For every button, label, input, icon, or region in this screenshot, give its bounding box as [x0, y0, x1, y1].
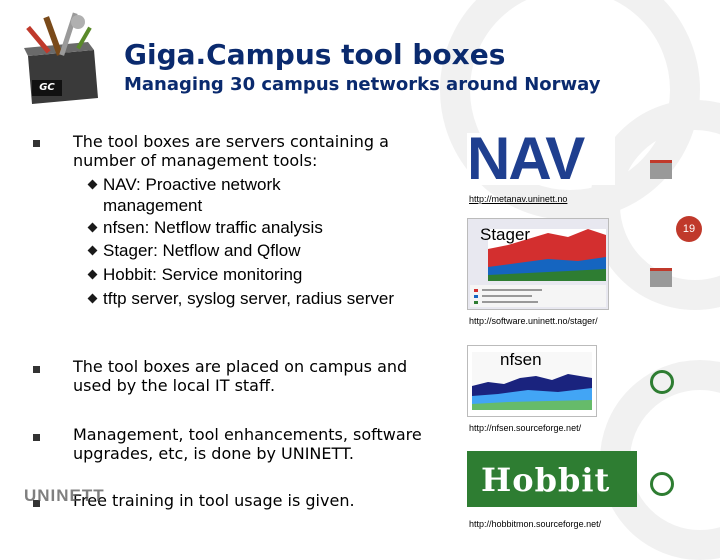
hobbit-logo: [467, 451, 637, 507]
sub-bullet-marker: [88, 223, 98, 233]
slide-title: Giga.Campus tool boxes: [124, 38, 506, 71]
sub-bullet-text: Hobbit: Service monitoring: [103, 265, 303, 284]
sub-bullet-text: nfsen: Netflow traffic analysis: [103, 218, 323, 237]
toolbox-small-icon[interactable]: [650, 268, 672, 287]
sub-bullet-marker: [88, 270, 98, 280]
stager-label: Stager: [480, 225, 531, 244]
bullet-text: Free training in tool usage is given.: [73, 491, 355, 510]
toolbox-small-icon[interactable]: [650, 160, 672, 179]
nfsen-screenshot: [467, 345, 597, 417]
hobbit-logo-text: Hobbit: [481, 461, 611, 499]
return-icon[interactable]: [650, 370, 674, 394]
bullet-text: The tool boxes are placed on campus and used by the local IT staff.: [73, 357, 408, 395]
sub-bullet-text: NAV: Proactive network management: [103, 175, 281, 215]
sub-bullet-marker: [88, 246, 98, 256]
sub-bullet-marker: [88, 294, 98, 304]
nfsen-label: nfsen: [500, 350, 542, 369]
nav-url-link[interactable]: http://metanav.uninett.no: [469, 194, 568, 204]
toolbox-logo: [8, 6, 108, 106]
bullet-text: Management, tool enhancements, software upgrades, etc, is done by UNINETT.: [73, 425, 422, 463]
nav-logo: [467, 133, 615, 185]
bullet-marker: [33, 366, 40, 373]
uninett-logo: UNINETT: [24, 486, 105, 505]
bullet-marker: [33, 140, 40, 147]
bullet-marker: [33, 434, 40, 441]
hobbit-url-link[interactable]: http://hobbitmon.sourceforge.net/: [469, 519, 602, 529]
bullet-text: The tool boxes are servers containing a number of management tools:: [73, 132, 389, 170]
stager-screenshot: [467, 218, 609, 310]
stager-url-link[interactable]: http://software.uninett.no/stager/: [469, 316, 598, 326]
return-icon[interactable]: [650, 472, 674, 496]
logo-badge: GC: [32, 80, 62, 96]
sub-bullet-text: Stager: Netflow and Qflow: [103, 241, 301, 260]
sub-bullet-marker: [88, 180, 98, 190]
nav-logo-text: NAV: [467, 133, 584, 185]
slide-subtitle: Managing 30 campus networks around Norway: [124, 74, 601, 95]
page-number: 19: [676, 216, 702, 242]
sub-bullet-text: tftp server, syslog server, radius server: [103, 289, 394, 308]
nfsen-url-link[interactable]: http://nfsen.sourceforge.net/: [469, 423, 582, 433]
